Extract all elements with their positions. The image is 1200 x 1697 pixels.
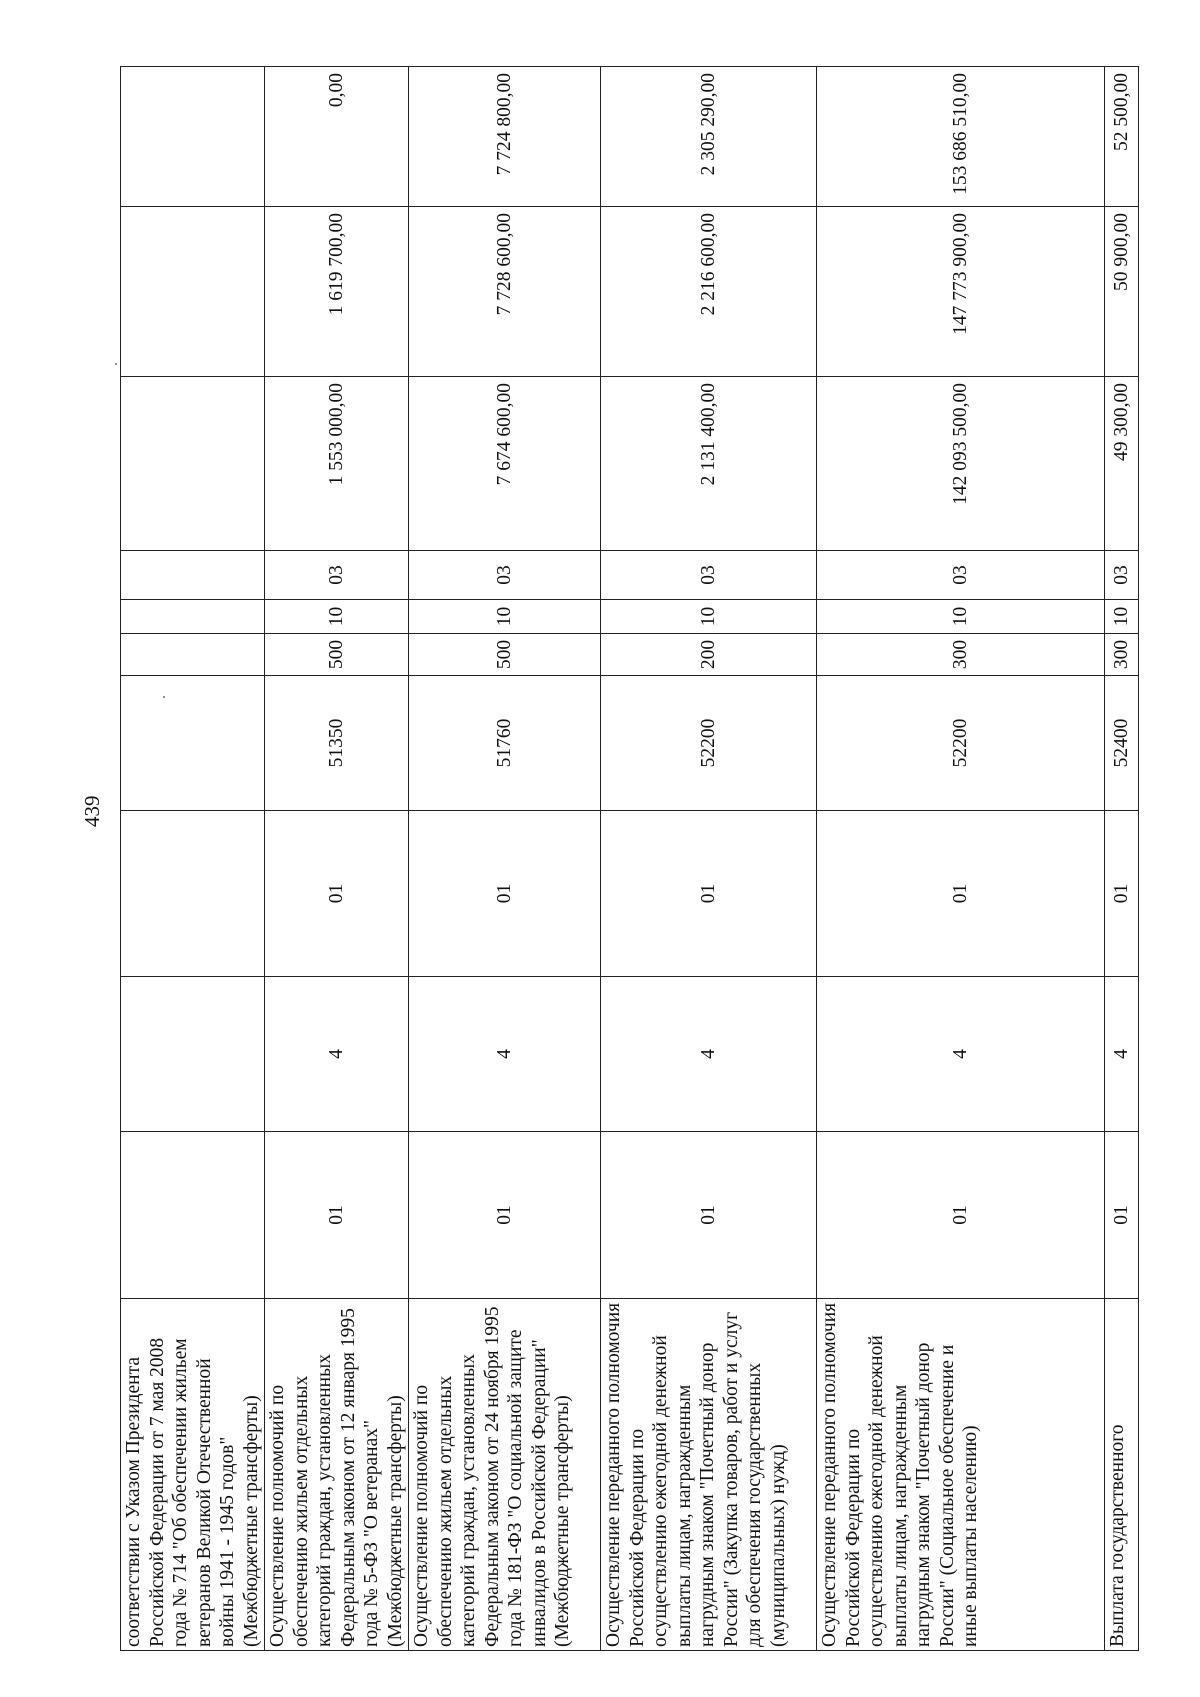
amount-cell: 0,00 [265, 67, 409, 207]
code-cell: 200 [601, 634, 817, 676]
row-description: Выплата государственного [1105, 1299, 1139, 1651]
code-cell: 52200 [817, 676, 1105, 811]
table-row [1105, 67, 1139, 1651]
row-description: соответствии с Указом Президента Российской Федерации от 7 мая 2008 года № 714 "Об обеспечении жильем ветеранов Великой Отечественной войны 1941 - 1945 годов" (Межбюджетные трансферты) [121, 1299, 265, 1651]
code-cell: 01 [601, 811, 817, 977]
table-row [265, 67, 409, 1651]
code-cell: 01 [265, 811, 409, 977]
code-cell: 500 [265, 634, 409, 676]
code-cell [121, 977, 265, 1132]
code-cell [121, 811, 265, 977]
code-cell [121, 634, 265, 676]
code-cell: 4 [265, 977, 409, 1132]
code-cell [121, 1132, 265, 1299]
table-row [817, 67, 1105, 1651]
amount-cell: 7 674 600,00 [409, 377, 601, 551]
table-row [121, 67, 265, 1651]
code-cell: 4 [1105, 977, 1139, 1132]
page-number: 439 [80, 795, 104, 827]
amount-cell: 7 724 800,00 [409, 67, 601, 207]
code-cell: 03 [1105, 551, 1139, 600]
row-description: Осуществление переданного полномочия Российской Федерации по осуществлению ежегодной денежной выплаты лицам, награжденным нагрудным знаком "Почетный донор России" (Социальное обеспечение и иные выплаты населению) [817, 1299, 1105, 1651]
table-row [409, 67, 601, 1651]
code-cell: 01 [1105, 1132, 1139, 1299]
amount-cell: 2 216 600,00 [601, 207, 817, 377]
amount-cell: 7 728 600,00 [409, 207, 601, 377]
amount-cell: 2 131 400,00 [601, 377, 817, 551]
code-cell: 300 [817, 634, 1105, 676]
code-cell: 03 [601, 551, 817, 600]
code-cell: 01 [409, 1132, 601, 1299]
code-cell: 01 [265, 1132, 409, 1299]
code-cell: 10 [265, 600, 409, 634]
code-cell [121, 551, 265, 600]
budget-table [120, 66, 1139, 1651]
code-cell: 01 [817, 1132, 1105, 1299]
code-cell: 51350 [265, 676, 409, 811]
row-description: Осуществление полномочий по обеспечению жильем отдельных категорий граждан, установленных Федеральным законом от 24 ноября 1995 года № 181-ФЗ "О социальной защите инвалидов в Российской Федерации" (Межбюджетные трансферты) [409, 1299, 601, 1651]
amount-cell [121, 67, 265, 207]
amount-cell: 49 300,00 [1105, 377, 1139, 551]
code-cell: 51760 [409, 676, 601, 811]
code-cell: 52200 [601, 676, 817, 811]
code-cell: 10 [817, 600, 1105, 634]
amount-cell: 50 900,00 [1105, 207, 1139, 377]
amount-cell [121, 377, 265, 551]
scan-speck [115, 363, 117, 365]
code-cell: 10 [601, 600, 817, 634]
code-cell: 10 [1105, 600, 1139, 634]
table-row [601, 67, 817, 1651]
rotated-table-container [120, 67, 1132, 1651]
amount-cell: 52 500,00 [1105, 67, 1139, 207]
code-cell: 300 [1105, 634, 1139, 676]
code-cell: 4 [409, 977, 601, 1132]
code-cell: 10 [409, 600, 601, 634]
amount-cell [121, 207, 265, 377]
amount-cell: 153 686 510,00 [817, 67, 1105, 207]
amount-cell: 1 619 700,00 [265, 207, 409, 377]
code-cell [121, 600, 265, 634]
amount-cell: 142 093 500,00 [817, 377, 1105, 551]
code-cell [121, 676, 265, 811]
code-cell: 52400 [1105, 676, 1139, 811]
code-cell: 4 [601, 977, 817, 1132]
code-cell: 03 [409, 551, 601, 600]
code-cell: 01 [817, 811, 1105, 977]
code-cell: 4 [817, 977, 1105, 1132]
row-description: Осуществление переданного полномочия Российской Федерации по осуществлению ежегодной денежной выплаты лицам, награжденным нагрудным знаком "Почетный донор России" (Закупка товаров, работ и услуг для обеспечения государственных (муниципальных) нужд) [601, 1299, 817, 1651]
scan-speck [163, 696, 165, 698]
code-cell: 03 [265, 551, 409, 600]
amount-cell: 147 773 900,00 [817, 207, 1105, 377]
code-cell: 01 [601, 1132, 817, 1299]
code-cell: 01 [409, 811, 601, 977]
code-cell: 01 [1105, 811, 1139, 977]
code-cell: 500 [409, 634, 601, 676]
amount-cell: 1 553 000,00 [265, 377, 409, 551]
amount-cell: 2 305 290,00 [601, 67, 817, 207]
code-cell: 03 [817, 551, 1105, 600]
row-description: Осуществление полномочий по обеспечению жильем отдельных категорий граждан, установленных Федеральным законом от 12 января 1995 года № 5-ФЗ "О ветеранах" (Межбюджетные трансферты) [265, 1299, 409, 1651]
